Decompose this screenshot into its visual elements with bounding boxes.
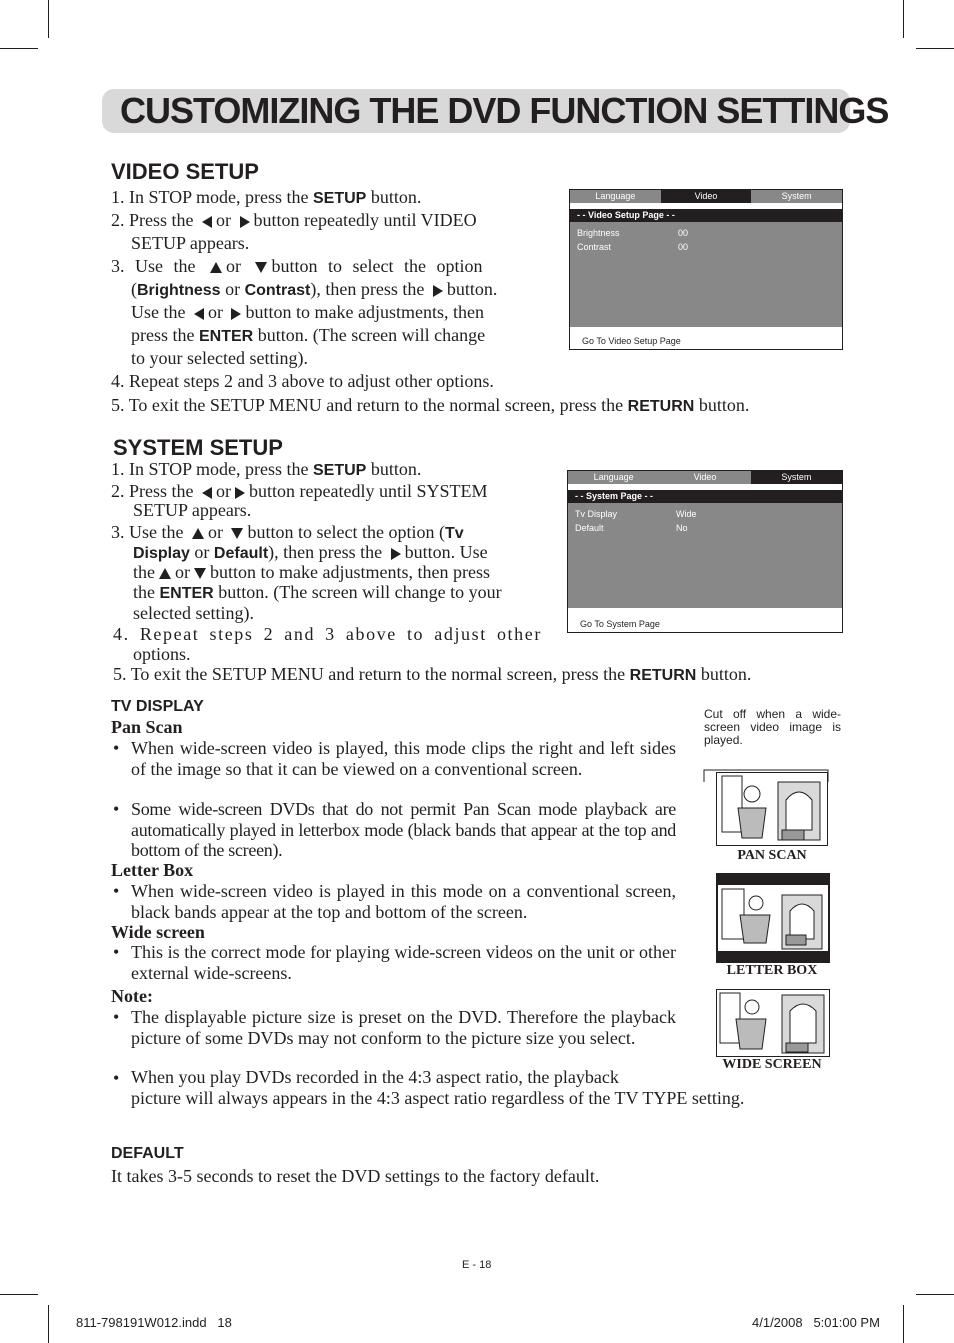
system-step-2: 2. Press the or button repeatedly until SYSTEM (111, 481, 488, 501)
osd-item-value: 00 (678, 242, 689, 252)
wide-screen-label: WIDE SCREEN (722, 1057, 822, 1072)
video-setup-heading: VIDEO SETUP (111, 159, 259, 184)
video-setup-screen (569, 189, 843, 350)
video-step-3-line4: press the ENTER button. (The screen will change (131, 325, 486, 345)
bullet: • (113, 738, 120, 758)
up-arrow-icon (159, 568, 171, 579)
tv-display-heading: TV DISPLAY (111, 698, 204, 715)
system-step-4-cont: options. (133, 644, 191, 664)
pan-scan-bullet-2: Some wide-screen DVDs that do not permit Pan Scan mode playback are automatically played in letterbox mode (black bands that appear at the top and bottom of the screen). (131, 799, 676, 860)
osd-item-value: Wide (676, 509, 697, 519)
osd-panel (568, 490, 842, 608)
osd-tab-language: Language (570, 190, 661, 203)
system-step-3: 3. Use the or button to select the option (Tv (111, 522, 464, 542)
bullet: • (113, 1068, 120, 1088)
file-info: 811-798191W012.indd 18 (76, 1315, 232, 1330)
down-arrow-icon (194, 568, 206, 579)
osd-footer: Go To System Page (580, 619, 660, 629)
crop-mark (48, 1305, 49, 1343)
note-heading: Note: (111, 986, 153, 1006)
default-heading: DEFAULT (111, 1145, 184, 1162)
letter-box-bullet-1: When wide-screen video is played in this mode on a conventional screen, black bands appear at the top and bottom of the screen. (131, 881, 676, 922)
page-title: CUSTOMIZING THE DVD FUNCTION SETTINGS (120, 90, 889, 131)
video-step-1: 1. In STOP mode, press the SETUP button. (111, 187, 422, 207)
right-arrow-icon (433, 285, 443, 297)
down-arrow-icon (231, 528, 243, 539)
video-step-2: 2. Press the or button repeatedly until VIDEO (111, 210, 477, 230)
video-step-3: 3. Use the or button to select the option (111, 256, 483, 276)
illustration-caption: Cut off when a wide-screen video image is played. (704, 707, 841, 747)
system-step-3-line5: selected setting). (133, 603, 254, 623)
crop-mark (903, 0, 904, 38)
video-step-3-line5: to your selected setting). (131, 348, 308, 368)
crop-mark (48, 0, 49, 38)
system-step-4: 4. Repeat steps 2 and 3 above to adjust other (113, 624, 542, 644)
right-arrow-icon (235, 487, 245, 499)
video-step-3-line3: Use the or button to make adjustments, then (131, 302, 484, 322)
crop-mark (916, 1294, 954, 1295)
crop-mark (916, 48, 954, 49)
up-arrow-icon (210, 262, 222, 273)
osd-tab-video: Video (661, 190, 752, 203)
note-bullet-2-cont: picture will always appears in the 4:3 aspect ratio regardless of the TV TYPE setting. (131, 1088, 745, 1108)
left-arrow-icon (202, 487, 212, 499)
video-step-4: 4. Repeat steps 2 and 3 above to adjust other options. (111, 371, 494, 391)
osd-header: - - Video Setup Page - - (570, 209, 842, 222)
letter-box-heading: Letter Box (111, 860, 194, 880)
osd-tab-language: Language (568, 471, 659, 484)
pan-scan-bullet-1: When wide-screen video is played, this mode clips the right and left sides of the image so that it can be viewed on a conventional screen. (131, 738, 676, 779)
wide-screen-heading: Wide screen (111, 922, 205, 942)
wide-screen-bullet-1: This is the correct mode for playing wide-screen videos on the unit or other external wide-screens. (131, 942, 676, 983)
note-bullet-2: When you play DVDs recorded in the 4:3 aspect ratio, the playback (131, 1067, 619, 1087)
system-step-5: 5. To exit the SETUP MENU and return to the normal screen, press the RETURN button. (113, 664, 752, 684)
bullet: • (113, 942, 120, 962)
bullet: • (113, 799, 120, 819)
osd-item-label: Tv Display (575, 509, 618, 519)
osd-footer: Go To Video Setup Page (582, 336, 681, 346)
osd-header: - - System Page - - (568, 490, 842, 503)
right-arrow-icon (391, 548, 401, 560)
down-arrow-icon (255, 262, 267, 273)
up-arrow-icon (192, 528, 204, 539)
osd-tabs (570, 190, 842, 203)
osd-tabs (568, 471, 842, 484)
note-bullet-1: The displayable picture size is preset on the DVD. Therefore the playback picture of some DVDs may not conform to the picture size you select. (131, 1007, 676, 1048)
pan-scan-label: PAN SCAN (737, 848, 807, 863)
osd-tab-video: Video (659, 471, 750, 484)
system-step-3-line3: the or button to make adjustments, then press (133, 562, 490, 582)
left-arrow-icon (202, 216, 212, 228)
page-number: E - 18 (462, 1259, 492, 1271)
osd-item-label: Default (575, 523, 604, 533)
system-step-3-line2: Display or Default), then press the button. Use (133, 542, 488, 562)
system-step-3-line4: the ENTER button. (The screen will change to your (133, 582, 502, 602)
crop-mark (903, 1305, 904, 1343)
print-timestamp: 4/1/2008 5:01:00 PM (752, 1315, 880, 1330)
osd-tab-system: System (751, 190, 842, 203)
video-step-5: 5. To exit the SETUP MENU and return to the normal screen, press the RETURN button. (111, 395, 750, 415)
pan-scan-heading: Pan Scan (111, 717, 183, 737)
crop-mark (0, 1294, 38, 1295)
osd-item-label: Brightness (577, 228, 620, 238)
wide-screen-illustration (716, 989, 830, 1057)
default-text: It takes 3-5 seconds to reset the DVD settings to the factory default. (111, 1166, 600, 1186)
pan-scan-illustration (716, 772, 828, 846)
osd-item-label: Contrast (577, 242, 612, 252)
right-arrow-icon (240, 216, 250, 228)
osd-item-value: 00 (678, 228, 689, 238)
crop-mark (0, 48, 38, 49)
osd-item-value: No (676, 523, 688, 533)
system-setup-screen (567, 470, 843, 633)
bullet: • (113, 1007, 120, 1027)
letter-box-label: LETTER BOX (726, 963, 818, 978)
letter-box-illustration (716, 873, 830, 963)
video-step-3-line2: (Brightness or Contrast), then press the button. (131, 279, 498, 299)
system-step-2-cont: SETUP appears. (133, 500, 252, 520)
system-step-1: 1. In STOP mode, press the SETUP button. (111, 459, 422, 479)
system-setup-heading: SYSTEM SETUP (113, 435, 283, 460)
left-arrow-icon (194, 308, 204, 320)
right-arrow-icon (231, 308, 241, 320)
osd-panel (570, 209, 842, 327)
osd-tab-system: System (751, 471, 842, 484)
bullet: • (113, 881, 120, 901)
video-step-2-cont: SETUP appears. (131, 233, 250, 253)
